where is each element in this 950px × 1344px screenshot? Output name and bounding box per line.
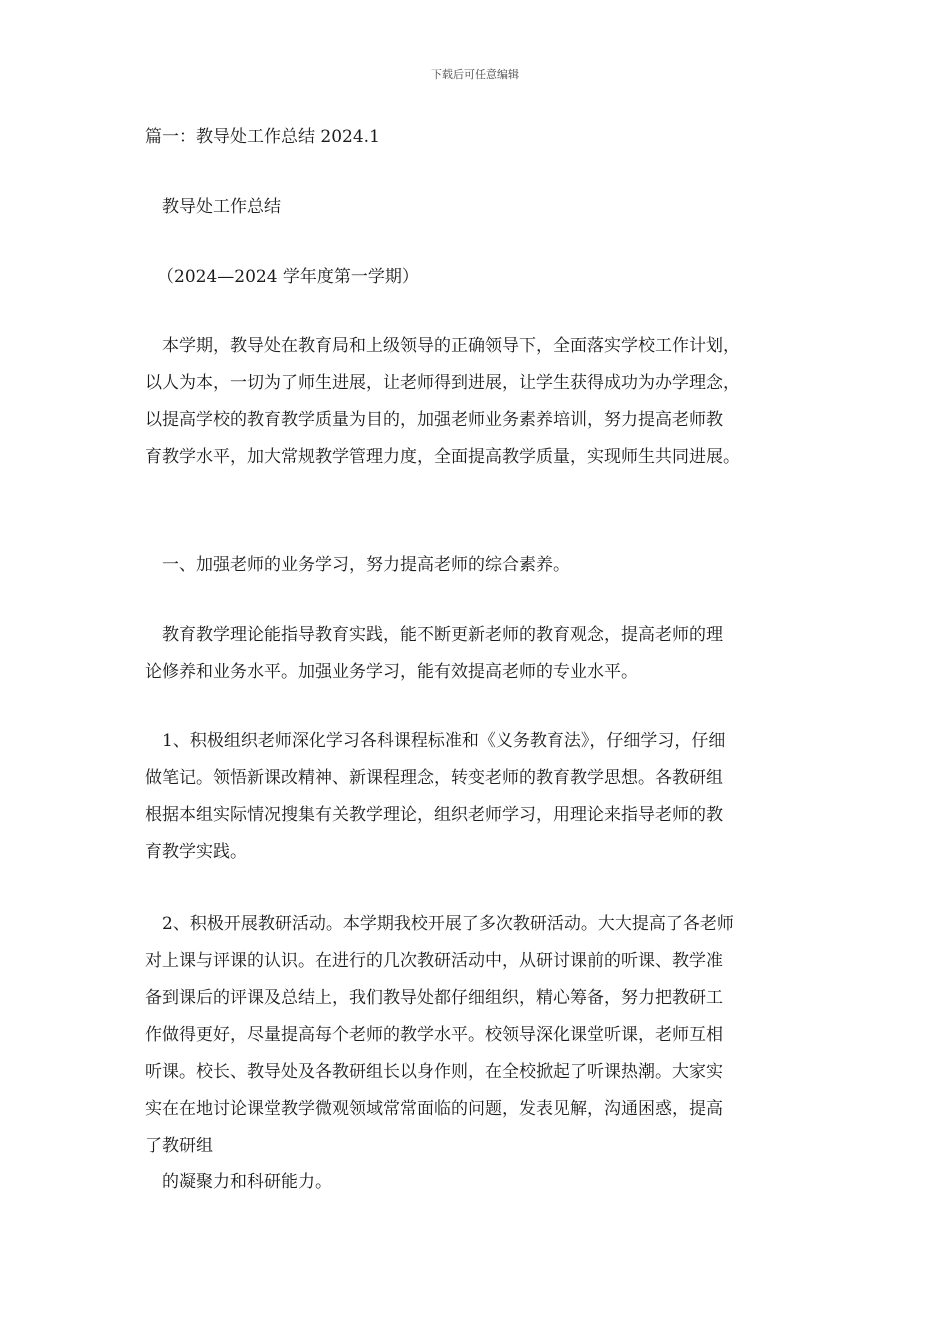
item-2-line: 备到课后的评课及总结上，我们教导处都仔细组织，精心筹备，努力把教研工 — [145, 988, 723, 1008]
intro-line: 育教学水平，加大常规教学管理力度，全面提高教学质量，实现师生共同进展。 — [145, 447, 740, 467]
item-2-line: 2、积极开展教研活动。本学期我校开展了多次教研活动。大大提高了各老师 — [162, 914, 734, 934]
intro-line: 以人为本，一切为了师生进展，让老师得到进展，让学生获得成功为办学理念， — [145, 373, 740, 393]
theory-line: 论修养和业务水平。加强业务学习，能有效提高老师的专业水平。 — [145, 662, 638, 682]
intro-line: 以提高学校的教育教学质量为目的，加强老师业务素养培训，努力提高老师教 — [145, 410, 723, 430]
item-2-line: 了教研组 — [145, 1136, 213, 1156]
doc-title: 教导处工作总结 — [162, 197, 281, 217]
intro-line: 本学期，教导处在教育局和上级领导的正确领导下，全面落实学校工作计划， — [162, 336, 740, 356]
item-1-paragraph — [145, 723, 825, 871]
item-1-line: 根据本组实际情况搜集有关教学理论，组织老师学习，用理论来指导老师的教 — [145, 805, 723, 825]
intro-paragraph — [145, 328, 825, 476]
theory-line: 教育教学理论能指导教育实践，能不断更新老师的教育观念，提高老师的理 — [162, 625, 723, 645]
item-2-line: 听课。校长、教导处及各教研组长以身作则，在全校掀起了听课热潮。大家实 — [145, 1062, 723, 1082]
item-2-line: 实在在地讨论课堂教学微观领域常常面临的问题，发表见解，沟通困惑，提高 — [145, 1099, 723, 1119]
header-note: 下载后可任意编辑 — [431, 68, 519, 81]
item-1-line: 育教学实践。 — [145, 842, 247, 862]
item-1-line: 做笔记。领悟新课改精神、新课程理念，转变老师的教育教学思想。各教研组 — [145, 768, 723, 788]
item-1-line: 1、积极组织老师深化学习各科课程标准和《义务教育法》，仔细学习，仔细 — [162, 731, 726, 751]
item-2-line: 对上课与评课的认识。在进行的几次教研活动中，从研讨课前的听课、教学准 — [145, 951, 723, 971]
item-2-tail: 的凝聚力和科研能力。 — [162, 1172, 332, 1192]
heading-1: 一、加强老师的业务学习，努力提高老师的综合素养。 — [162, 555, 570, 575]
doc-subtitle: （2024—2024 学年度第一学期） — [157, 267, 419, 287]
theory-paragraph — [145, 617, 825, 691]
item-2-paragraph — [145, 906, 825, 1165]
section-title: 篇一：教导处工作总结 2024.1 — [145, 127, 380, 147]
item-2-line: 作做得更好，尽量提高每个老师的教学水平。校领导深化课堂听课，老师互相 — [145, 1025, 723, 1045]
